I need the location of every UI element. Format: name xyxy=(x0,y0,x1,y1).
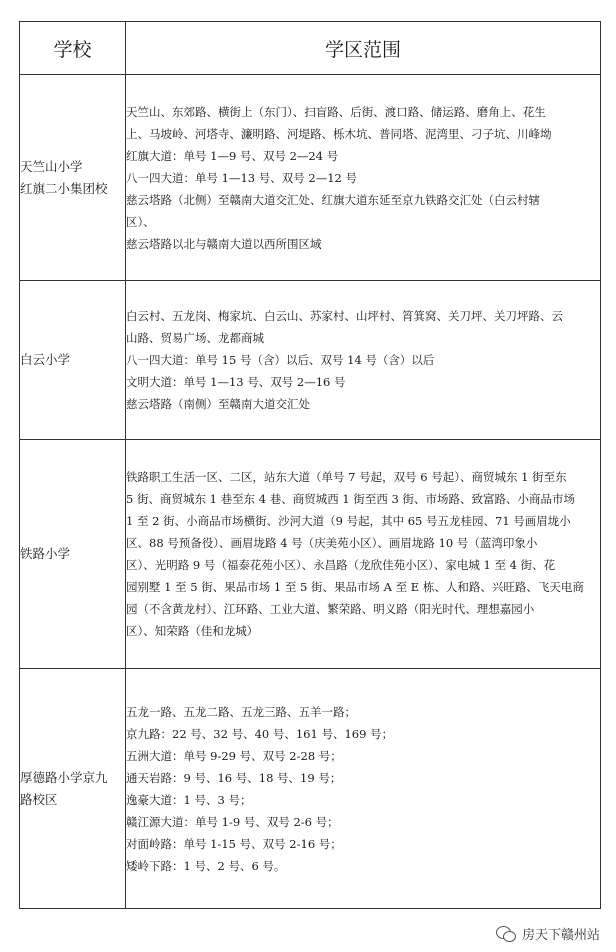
watermark-text: 房天下赣州站 xyxy=(521,928,600,943)
area-line: 区）、知荣路（佳和龙城） xyxy=(126,624,259,638)
area-line: 5 街、商贸城东 1 巷至东 4 巷、商贸城西 1 街至西 3 街、市场路、致富路、小商品市场 xyxy=(126,492,575,506)
table-header-row xyxy=(20,22,601,75)
area-cell xyxy=(126,669,601,909)
school-name-line: 铁路小学 xyxy=(20,546,71,561)
area-cell xyxy=(126,440,601,669)
school-name-line: 白云小学 xyxy=(20,352,71,367)
area-line: 铁路职工生活一区、二区，站东大道（单号 7 号起，双号 6 号起）、商贸城东 1 街至东 xyxy=(126,470,567,484)
wechat-icon xyxy=(496,926,516,942)
area-line: 五洲大道：单号 9-29 号、双号 2-28 号； xyxy=(126,748,342,763)
area-line: 赣江源大道：单号 1-9 号、双号 2-6 号； xyxy=(126,814,339,829)
area-line: 文明大道：单号 1—13 号、双号 2—16 号 xyxy=(126,375,346,389)
area-line: 上、马坡岭、河塔寺、濂明路、河堤路、栎木坑、普同塔、泥湾里、刁子坑、川峰坳 xyxy=(126,126,552,141)
school-cell xyxy=(20,281,126,440)
school-name-line: 厚德路小学京九 xyxy=(20,769,108,785)
area-line: 通天岩路：9 号、16 号、18 号、19 号； xyxy=(126,770,342,785)
school-district-table xyxy=(19,21,601,909)
table-row xyxy=(20,440,601,669)
header-area: 学区范围 xyxy=(126,22,601,75)
school-name-line: 路校区 xyxy=(20,791,58,807)
watermark xyxy=(496,924,600,943)
area-cell xyxy=(126,75,601,281)
header-school: 学校 xyxy=(20,22,126,75)
area-cell xyxy=(126,281,601,440)
area-line: 京九路：22 号、32 号、40 号、161 号、169 号； xyxy=(126,726,394,741)
area-line: 区、88 号预备役）、画眉垅路 4 号（庆美苑小区）、画眉垅路 10 号（蓝湾印象小 xyxy=(126,536,538,550)
area-line: 区）、光明路 9 号（福泰花苑小区）、永昌路（龙欣佳苑小区）、家电城 1 至 4 街、花 xyxy=(126,558,556,572)
school-cell xyxy=(20,75,126,281)
area-line: 八一四大道：单号 1—13 号、双号 2—12 号 xyxy=(126,170,358,185)
table-row xyxy=(20,669,601,909)
school-cell xyxy=(20,669,126,909)
area-line: 对面岭路：单号 1-15 号、双号 2-16 号； xyxy=(126,836,342,851)
school-name-line: 天竺山小学 xyxy=(20,158,83,174)
area-line: 山路、贸易广场、龙都商城 xyxy=(126,331,264,345)
area-line: 园（不含黄龙村）、江环路、工业大道、繁荣路、明义路（阳光时代、理想嘉园小 xyxy=(126,602,535,616)
area-line: 区）、 xyxy=(126,214,155,229)
table-row xyxy=(20,75,601,281)
school-cell xyxy=(20,440,126,669)
area-line: 红旗大道：单号 1—9 号、双号 2—24 号 xyxy=(126,148,339,163)
area-line: 慈云塔路以北与赣南大道以西所围区域 xyxy=(126,236,322,251)
table-row xyxy=(20,281,601,440)
area-line: 八一四大道：单号 15 号（含）以后、双号 14 号（含）以后 xyxy=(126,353,435,367)
area-line: 慈云塔路（南侧）至赣南大道交汇处 xyxy=(126,397,310,411)
school-name-line: 红旗二小集团校 xyxy=(20,180,108,196)
area-line: 1 至 2 街、小商品市场横街、沙河大道（9 号起，其中 65 号五龙桂园、71 号画眉垅小 xyxy=(126,514,571,528)
area-line: 逸豪大道：1 号、3 号； xyxy=(126,792,252,807)
area-line: 园别墅 1 至 5 街、果品市场 1 至 5 街、果品市场 A 至 E 栋、人和路、兴旺路、飞天电商 xyxy=(126,580,584,594)
area-line: 矮岭下路：1 号、2 号、6 号。 xyxy=(126,858,286,873)
area-line: 慈云塔路（北侧）至赣南大道交汇处、红旗大道东延至京九铁路交汇处（白云村辖 xyxy=(126,192,540,207)
area-line: 五龙一路、五龙二路、五龙三路、五羊一路； xyxy=(126,704,356,719)
area-line: 白云村、五龙岗、梅家坑、白云山、苏家村、山坪村、筲箕窝、关刀坪、关刀坪路、云 xyxy=(126,309,563,323)
area-line: 天竺山、东郊路、横街上（东门）、扫盲路、后街、渡口路、储运路、磨角上、花生 xyxy=(126,104,546,119)
